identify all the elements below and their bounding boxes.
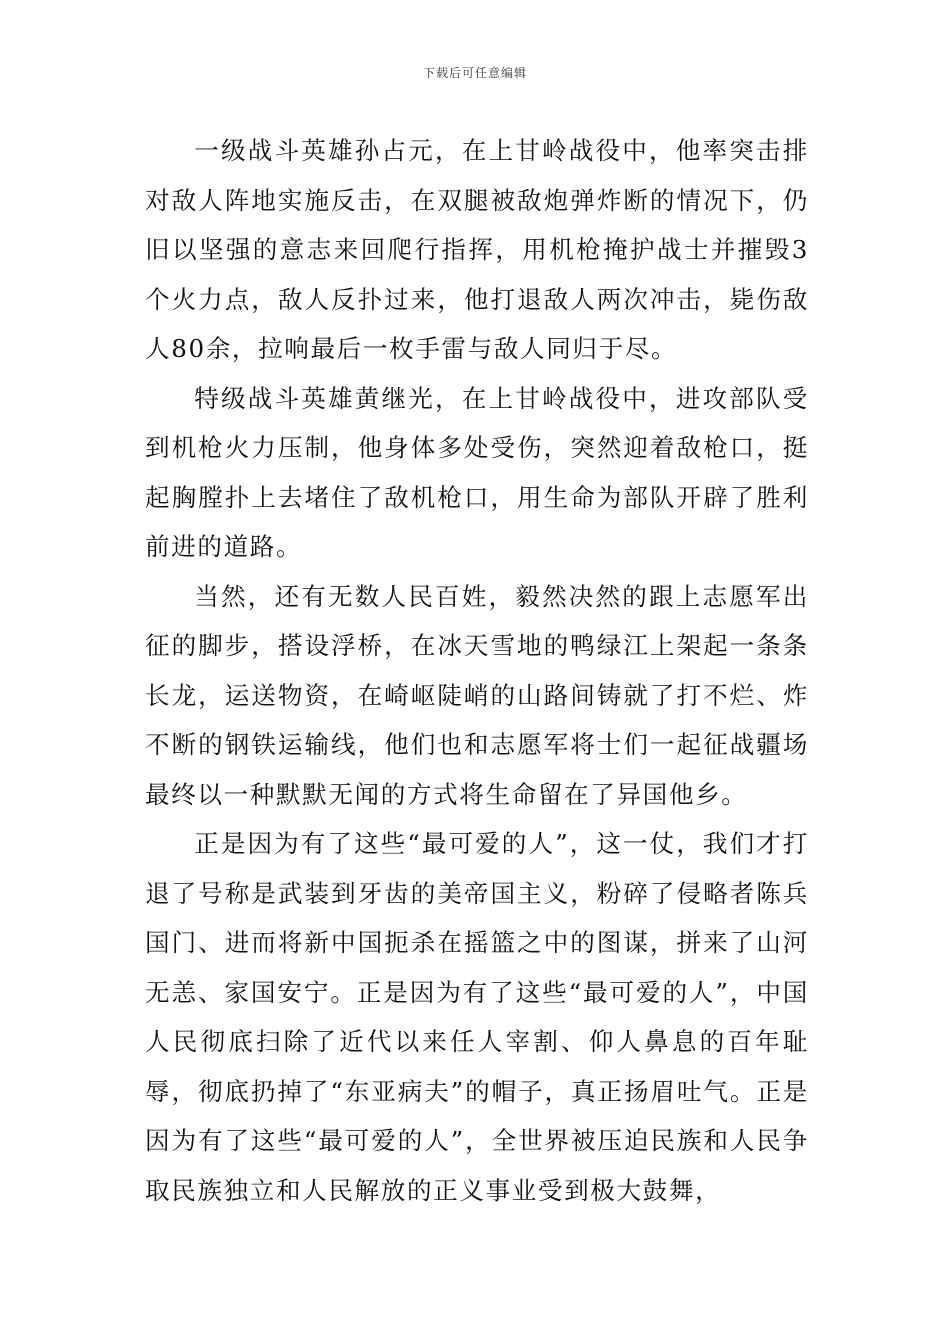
paragraph-civilians: 当然，还有无数人民百姓，毅然决然的跟上志愿军出征的脚步，搭设浮桥，在冰天雪地的鸭绿江上架起一条条长龙，运送物资，在崎岖陡峭的山路间铸就了打不烂、炸不断的钢铁运输线，他们也和志愿军将士们一起征战疆场最终以一种默默无闻的方式将生命留在了异国他乡。: [145, 581, 809, 809]
paragraph-huang-jiguang: 特级战斗英雄黄继光，在上甘岭战役中，进攻部队受到机枪火力压制，他身体多处受伤，突然迎着敌枪口，挺起胸膛扑上去堵住了敌机枪口，用生命为部队开辟了胜利前进的道路。: [145, 383, 809, 561]
paragraph-most-lovable-people: 正是因为有了这些“最可爱的人”，这一仗，我们才打退了号称是武装到牙齿的美帝国主义，粉碎了侵略者陈兵国门、进而将新中国扼杀在摇篮之中的图谋，拼来了山河无恙、家国安宁。正是因为有了这些“最可爱的人”，中国人民彻底扫除了近代以来任人宰割、仰人鼻息的百年耻辱，彻底扔掉了“东亚病夫”的帽子，真正扬眉吐气。正是因为有了这些“最可爱的人”，全世界被压迫民族和人民争取民族独立和人民解放的正义事业受到极大鼓舞，: [145, 829, 809, 1205]
paragraph-sun-zhanyuan: 一级战斗英雄孙占元，在上甘岭战役中，他率突击排对敌人阵地实施反击，在双腿被敌炮弹炸断的情况下，仍旧以坚强的意志来回爬行指挥，用机枪掩护战士并摧毁3个火力点，敌人反扑过来，他打退敌人两次冲击，毙伤敌人80余，拉响最后一枚手雷与敌人同归于尽。: [145, 136, 809, 363]
page-header: 下载后可任意编辑: [422, 66, 527, 80]
document-body: [145, 126, 809, 1215]
